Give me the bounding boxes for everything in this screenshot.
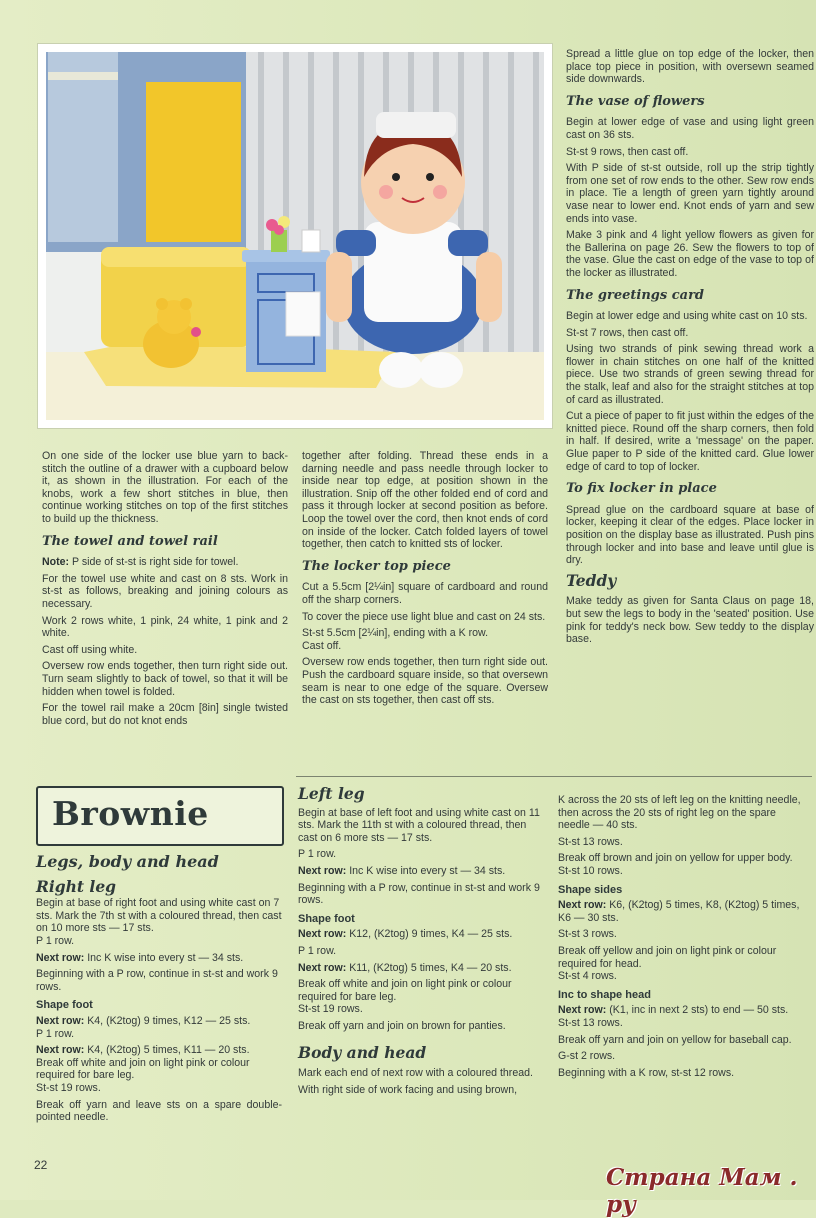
legs-body-head-heading: Legs, body and head xyxy=(36,852,219,871)
body-text-1: Mark each end of next row with a coloured thread. xyxy=(298,1067,533,1080)
left-leg-nr-3 xyxy=(298,962,548,975)
right-leg-text-4: P 1 row. xyxy=(36,1027,75,1040)
left-leg-shape-foot: Shape foot xyxy=(298,912,355,925)
right-column-top xyxy=(566,48,814,650)
inc-head-nr xyxy=(558,1004,806,1017)
right-leg-nr-1 xyxy=(36,952,282,965)
note-text: P side of st-st is right side for towel. xyxy=(69,556,239,569)
vase-heading: The vase of flowers xyxy=(566,93,705,109)
fix-text: Spread glue on the cardboard square at base of locker, keeping it clear of the edges. Place locker in position on the display base as illustrated. Push pins through locker and into base and leave until glue is dry. xyxy=(566,503,814,567)
body-col3-text-8: St-st 13 rows. xyxy=(558,1016,623,1029)
next-row-label: Next row: xyxy=(298,961,347,974)
next-row-label: Next row: xyxy=(36,1044,85,1057)
next-row-label: Next row: xyxy=(298,928,347,941)
next-row-text: K11, (K2tog) 5 times, K4 — 20 sts. xyxy=(346,961,512,974)
teddy-heading: Teddy xyxy=(566,570,617,590)
next-row-text: Inc K wise into every st — 34 sts. xyxy=(346,864,506,877)
vase-text-4: Make 3 pink and 4 light yellow flowers as given for the Ballerina on page 26. Sew the flowers to top of the vase. Glue the cast on edge of the vase to top of the locker as illustrated. xyxy=(566,229,814,279)
section-divider xyxy=(296,776,812,777)
right-leg-heading: Right leg xyxy=(36,876,117,896)
next-row-label: Next row: xyxy=(298,864,347,877)
next-row-text: Inc K wise into every st — 34 sts. xyxy=(84,951,244,964)
vase-text-3: With P side of st-st outside, roll up the strip tightly from one set of row ends to the other. Sew row ends in place. Tie a length of green yarn tightly around vase near to lower end. Knot ends of yarn and sew ends into vase. xyxy=(566,162,814,225)
card-text-4: Cut a piece of paper to fit just within the edges of the knitted piece. Round off the sharp corners, then fold in half. If desired, write a 'message' on the paper. Glue paper to P side of the knitted card. Glue lower edge of card to top of locker. xyxy=(566,410,814,473)
shape-sides-heading: Shape sides xyxy=(558,883,623,896)
body-head-heading: Body and head xyxy=(298,1042,427,1062)
body-col3-text-1: K across the 20 sts of left leg on the knitting needle, then across the 20 sts of right leg on the spare needle — 40 sts. xyxy=(558,794,801,832)
body-col3-text-10: G-st 2 rows. xyxy=(558,1050,616,1063)
drawer-text: On one side of the locker use blue yarn to back-stitch the outline of a drawer with a cupboard below it, as shown in the illustration. For each of the knobs, work a few short stitches in blue, then continue working stitches on top of the first stitches to build up the thickness. xyxy=(42,450,288,525)
towel-text-1: For the towel use white and cast on 8 sts. Work in st-st as follows, breaking and joining colours as necessary. xyxy=(42,572,288,610)
brownie-column-1 xyxy=(36,852,282,1128)
towel-heading: The towel and towel rail xyxy=(42,533,218,549)
towel-text-4: Oversew row ends together, then turn right side out. Turn seam slightly to back of towel, so that it will be hidden when towel is folded. xyxy=(42,660,288,698)
vase-text-2: St-st 9 rows, then cast off. xyxy=(566,145,689,158)
teddy-text: Make teddy as given for Santa Claus on page 18, but sew the legs to body in the 'seated' position. Use pink for teddy's neck bow. Sew teddy to the display base. xyxy=(566,595,814,646)
left-leg-text-7: Break off yarn and join on brown for panties. xyxy=(298,1019,506,1032)
right-leg-text-3: Beginning with a P row, continue in st-st and work 9 rows. xyxy=(36,968,278,993)
card-text-3: Using two strands of pink sewing thread work a flower in chain stitches on one half of the knitted piece. Use two strands of green sewing thread for the stalk, leaf and also for the straight stitches at top of card as illustrated. xyxy=(566,343,814,406)
right-leg-text-7: Break off yarn and leave sts on a spare double-pointed needle. xyxy=(36,1098,282,1124)
brownie-title: Brownie xyxy=(52,794,209,833)
middle-column-top xyxy=(302,450,548,711)
towel-text-5: For the towel rail make a 20cm [8in] single twisted blue cord, but do not knot ends xyxy=(42,702,288,727)
next-row-label: Next row: xyxy=(36,951,85,964)
left-leg-text-3: Beginning with a P row, continue in st-st and work 9 rows. xyxy=(298,881,540,907)
left-leg-text-5: Break off white and join on light pink or colour required for bare leg. xyxy=(298,978,512,1003)
body-col3-text-4: St-st 10 rows. xyxy=(558,864,623,877)
next-row-text: (K1, inc in next 2 sts) to end — 50 sts. xyxy=(606,1004,789,1017)
right-leg-shape-foot: Shape foot xyxy=(36,999,93,1012)
watermark-logo: Страна Мам . ру xyxy=(606,1164,798,1218)
brownie-column-2 xyxy=(298,786,548,1100)
right-leg-nr-2 xyxy=(36,1015,282,1028)
next-row-text: K4, (K2tog) 9 times, K12 — 25 sts. xyxy=(84,1014,251,1027)
nurse-doll-photo xyxy=(38,44,552,428)
body-col3-text-2: St-st 13 rows. xyxy=(558,835,623,848)
next-row-label: Next row: xyxy=(558,899,607,912)
locker-top-text-1: Cut a 5.5cm [2¼in] square of cardboard and round off the sharp corners. xyxy=(302,581,548,606)
left-leg-heading: Left leg xyxy=(298,784,365,803)
next-row-text: K6, (K2tog) 5 times, K8, (K2tog) 5 times, K6 — 30 sts. xyxy=(558,899,800,924)
brownie-column-3 xyxy=(558,794,806,1083)
towel-rail-text: together after folding. Thread these ends in a darning needle and pass needle through locker to inside near top edge, at position shown in the illustration. Snip off the other folded end of cord and pass it through locker at second position as before. Loop the towel over the cord, then knot ends of cord on inside of the locker. Catch folded layers of towel together, then catch to knitted sts of locker. xyxy=(302,450,548,551)
body-col3-text-3: Break off brown and join on yellow for upper body. xyxy=(558,852,793,865)
body-text-2: With right side of work facing and using brown, xyxy=(298,1083,518,1096)
inc-shape-head-heading: Inc to shape head xyxy=(558,988,651,1001)
left-leg-text-4: P 1 row. xyxy=(298,944,337,957)
note-label: Note: xyxy=(42,556,70,569)
towel-text-2: Work 2 rows white, 1 pink, 24 white, 1 pink and 2 white. xyxy=(42,614,288,640)
left-leg-text-6: St-st 19 rows. xyxy=(298,1003,363,1016)
vase-text-1: Begin at lower edge of vase and using light green cast on 36 sts. xyxy=(566,116,814,141)
body-col3-text-7: St-st 4 rows. xyxy=(558,970,617,983)
right-leg-text-6: St-st 19 rows. xyxy=(36,1081,101,1094)
card-text-2: St-st 7 rows, then cast off. xyxy=(566,326,689,339)
left-leg-text-1: Begin at base of left foot and using white cast on 11 sts. Mark the 11th st with a coloured thread, then cast on 6 more sts — 17 sts. xyxy=(298,806,540,844)
left-leg-nr-2 xyxy=(298,928,548,941)
left-column-top xyxy=(42,450,288,731)
towel-note xyxy=(42,556,288,569)
page-number: 22 xyxy=(34,1158,48,1172)
next-row-text: K12, (K2tog) 9 times, K4 — 25 sts. xyxy=(346,928,513,941)
brownie-title-box xyxy=(36,786,284,846)
body-col3-text-9: Break off yarn and join on yellow for baseball cap. xyxy=(558,1033,792,1046)
body-col3-text-11: Beginning with a K row, st-st 12 rows. xyxy=(558,1066,735,1079)
right-leg-nr-3 xyxy=(36,1044,282,1057)
right-leg-text-5: Break off white and join on light pink or colour required for bare leg. xyxy=(36,1056,250,1082)
next-row-text: K4, (K2tog) 5 times, K11 — 20 sts. xyxy=(84,1044,250,1057)
locker-top-glue-text: Spread a little glue on top edge of the locker, then place top piece in position, with oversewn seamed side downwards. xyxy=(566,48,814,86)
body-col3-text-5: St-st 3 rows. xyxy=(558,928,617,941)
photo-illustration xyxy=(46,52,544,420)
card-heading: The greetings card xyxy=(566,287,705,303)
locker-top-heading: The locker top piece xyxy=(302,558,451,574)
locker-top-text-2: To cover the piece use light blue and cast on 24 sts. xyxy=(302,610,546,623)
locker-top-text-4: Cast off. xyxy=(302,639,342,652)
body-col3-text-6: Break off yellow and join on light pink or colour required for head. xyxy=(558,944,777,970)
right-leg-text-2: P 1 row. xyxy=(36,934,75,947)
card-text-1: Begin at lower edge and using white cast on 10 sts. xyxy=(566,310,808,323)
locker-top-text-5: Oversew row ends together, then turn right side out. Push the cardboard square inside, so that oversewn seam is near to one edge of the square. Oversew the cast on sts together, then cast off sts. xyxy=(302,656,548,707)
left-leg-nr-1 xyxy=(298,865,548,878)
fix-heading: To fix locker in place xyxy=(566,481,717,497)
left-leg-text-2: P 1 row. xyxy=(298,848,337,861)
next-row-label: Next row: xyxy=(36,1014,85,1027)
next-row-label: Next row: xyxy=(558,1004,607,1017)
shape-sides-nr xyxy=(558,899,806,924)
right-leg-text-1: Begin at base of right foot and using white cast on 7 sts. Mark the 7th st with a coloured thread, then cast on 10 more sts — 17 sts. xyxy=(36,897,282,935)
locker-top-text-3: St-st 5.5cm [2¼in], ending with a K row. xyxy=(302,627,489,640)
towel-text-3: Cast off using white. xyxy=(42,643,138,656)
